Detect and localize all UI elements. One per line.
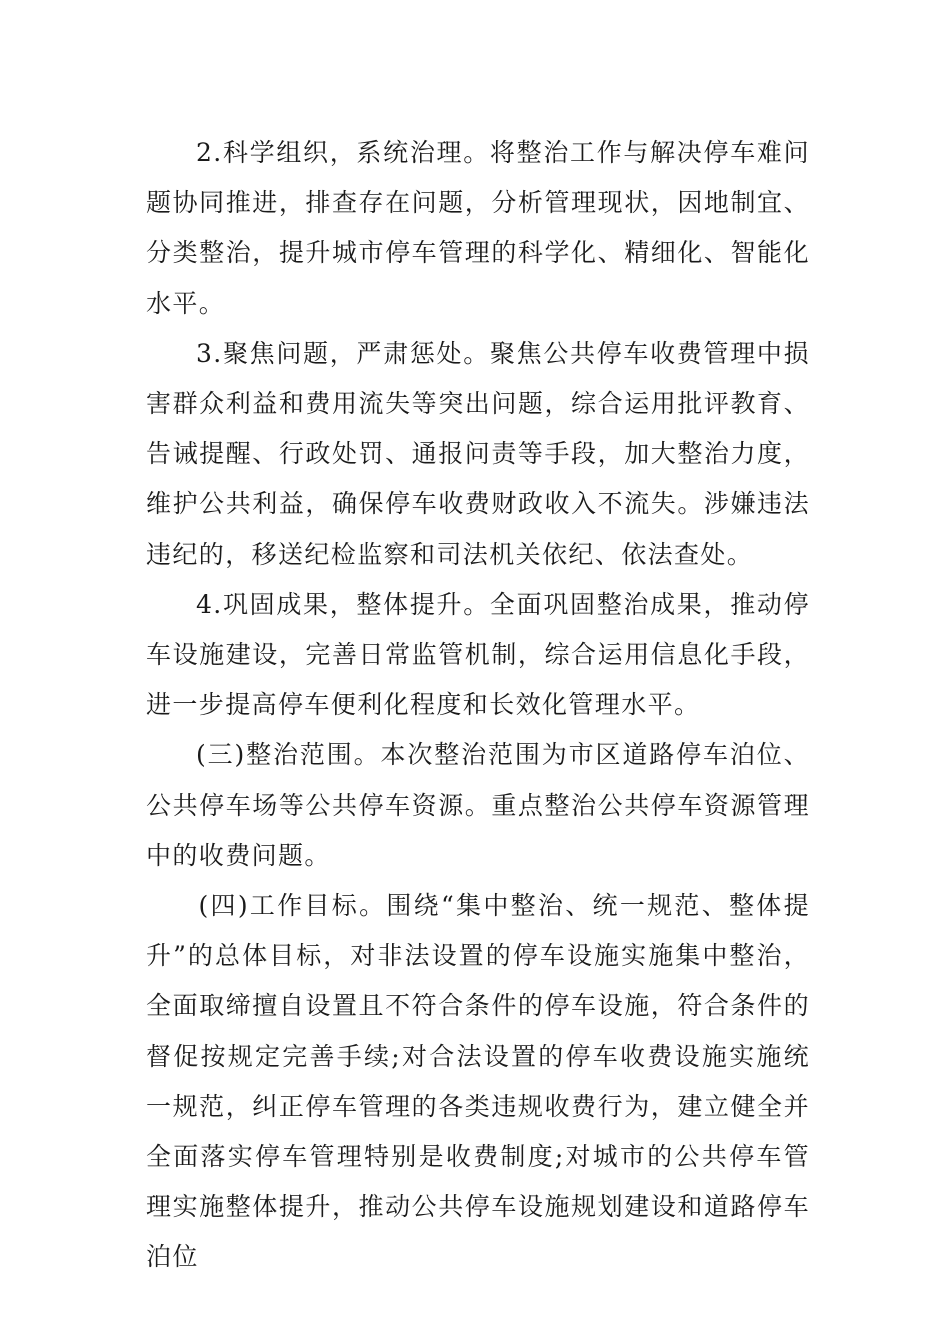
paragraph-rectification-scope: (三)整治范围。本次整治范围为市区道路停车泊位、公共停车场等公共停车资源。重点整治公共停车资源管理中的收费问题。	[146, 740, 810, 870]
paragraph-consolidate-results: 4.巩固成果，整体提升。全面巩固整治成果，推动停车设施建设，完善日常监管机制，综合运用信息化手段，进一步提高停车便利化程度和长效化管理水平。	[146, 589, 810, 720]
paragraph-scientific-organization: 2.科学组织，系统治理。将整治工作与解决停车难问题协同推进，排查存在问题，分析管理现状，因地制宜、分类整治，提升城市停车管理的科学化、精细化、智能化水平。	[146, 138, 810, 318]
paragraph-focus-issues: 3.聚焦问题，严肃惩处。聚焦公共停车收费管理中损害群众利益和费用流失等突出问题，综合运用批评教育、告诫提醒、行政处罚、通报问责等手段，加大整治力度，维护公共利益，确保停车收费财政收入不流失。涉嫌违法违纪的，移送纪检监察和司法机关依纪、依法查处。	[146, 338, 810, 569]
document-body	[146, 128, 810, 1283]
paragraph-work-goals: (四)工作目标。围绕“集中整治、统一规范、整体提升”的总体目标，对非法设置的停车设施实施集中整治，全面取缔擅自设置且不符合条件的停车设施，符合条件的督促按规定完善手续;对合法设置的停车收费设施实施统一规范，纠正停车管理的各类违规收费行为，建立健全并全面落实停车管理特别是收费制度;对城市的公共停车管理实施整体提升，推动公共停车设施规划建设和道路停车泊位	[146, 891, 810, 1272]
